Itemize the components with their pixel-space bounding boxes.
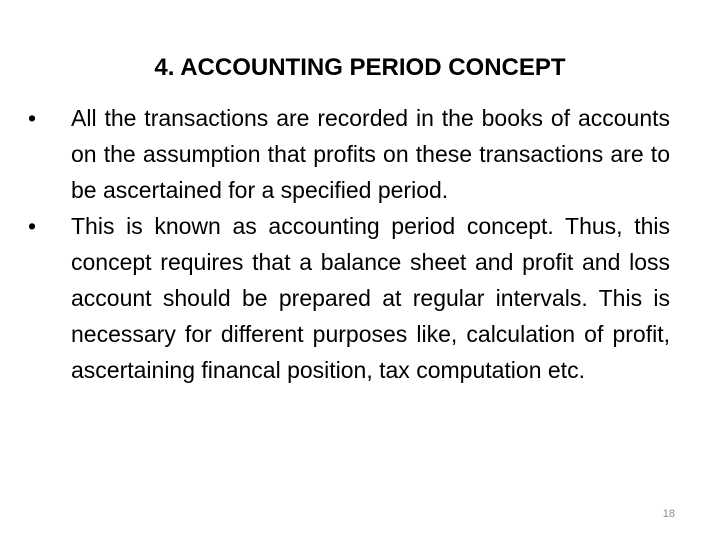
bullet-item — [28, 100, 670, 208]
bullet-text: This is known as accounting period concept. Thus, this concept requires that a balance sheet and profit and loss account should be prepared at regular intervals. This is necessary for different purposes like, calculation of profit, ascertaining financal position, tax computation etc. — [71, 213, 670, 383]
bullet-item — [28, 208, 670, 388]
bullet-text: All the transactions are recorded in the books of accounts on the assumption that profits on these transactions are to be ascertained for a specified period. — [71, 105, 670, 203]
page-number: 18 — [662, 508, 675, 520]
bullet-marker: • — [28, 105, 37, 131]
bullet-list — [28, 100, 670, 388]
slide-title: 4. ACCOUNTING PERIOD CONCEPT — [154, 54, 566, 81]
bullet-marker: • — [28, 213, 37, 239]
